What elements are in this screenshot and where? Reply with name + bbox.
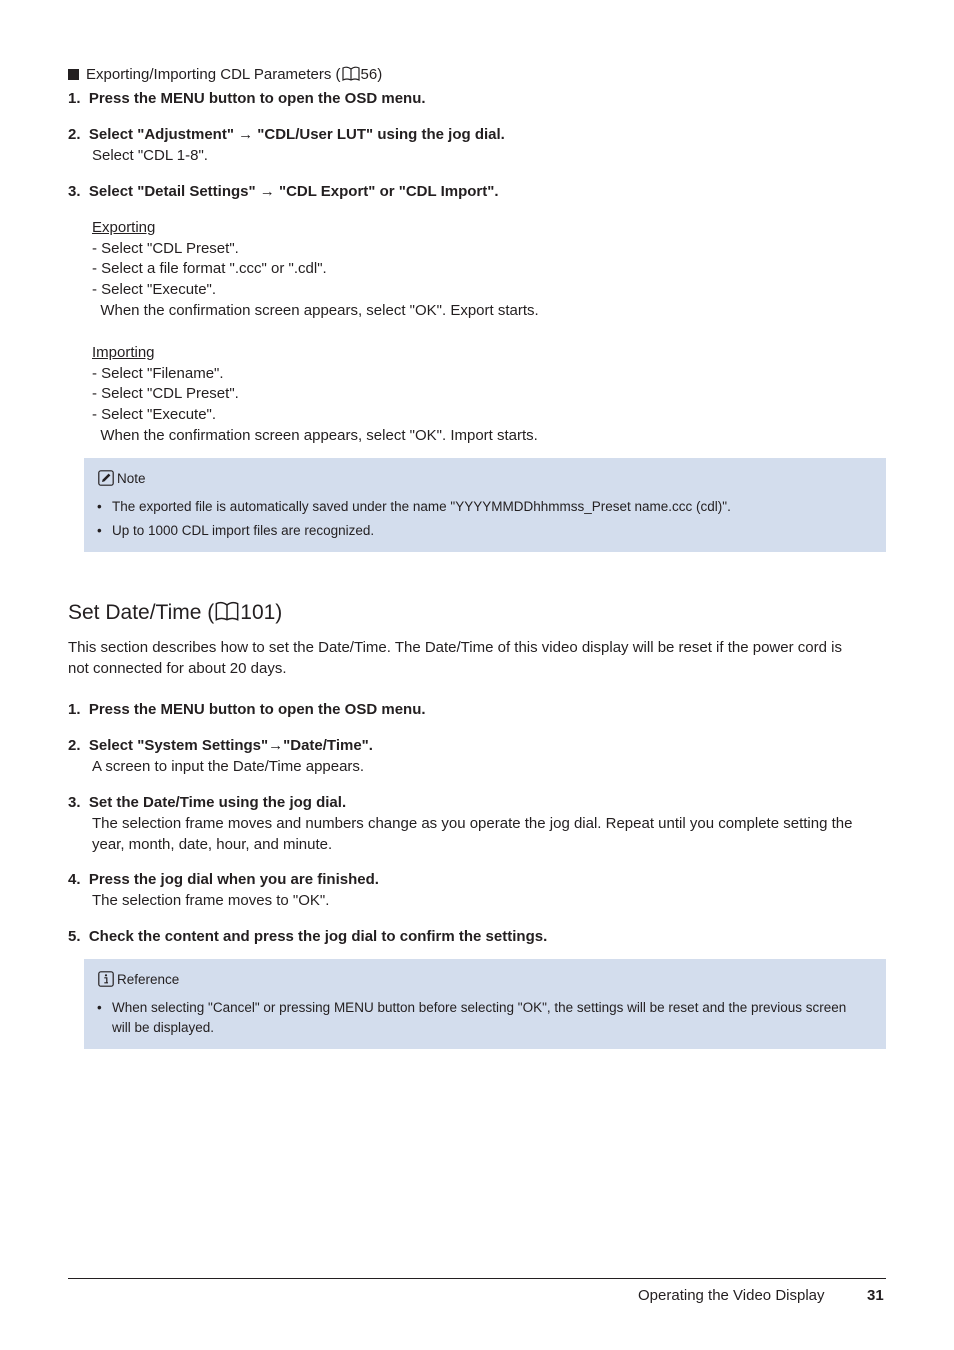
section-heading-ref: 56) bbox=[360, 66, 383, 83]
exporting-line: - Select "Execute". bbox=[92, 281, 217, 298]
step-2: 2. Select "Adjustment" → "CDL/User LUT" using the jog dial. bbox=[68, 126, 505, 143]
footer-divider bbox=[68, 1278, 886, 1279]
reference-header bbox=[98, 970, 179, 993]
section-title-text: Set Date/Time ( bbox=[68, 601, 215, 624]
step-4: 4. Press the jog dial when you are finished. bbox=[68, 871, 379, 888]
step-3: 3. Select "Detail Settings" → "CDL Export" or "CDL Import". bbox=[68, 183, 499, 200]
exporting-line: When the confirmation screen appears, select "OK". Export starts. bbox=[92, 302, 539, 319]
note-pencil-icon bbox=[98, 470, 114, 492]
note-bullet: • bbox=[97, 499, 102, 514]
importing-line: When the confirmation screen appears, select "OK". Import starts. bbox=[92, 427, 538, 444]
section-heading bbox=[68, 65, 382, 87]
step-3-detail: The selection frame moves and numbers change as you operate the jog dial. Repeat until you complete setting the bbox=[92, 815, 853, 832]
note-item: Up to 1000 CDL import files are recognized. bbox=[112, 523, 375, 538]
reference-box bbox=[84, 959, 886, 1049]
step-2-detail: A screen to input the Date/Time appears. bbox=[92, 758, 365, 775]
note-box bbox=[84, 458, 886, 552]
intro-text: not connected for about 20 days. bbox=[68, 660, 287, 677]
reference-info-icon bbox=[98, 971, 114, 993]
reference-label: Reference bbox=[117, 972, 180, 987]
importing-line: - Select "Execute". bbox=[92, 406, 217, 423]
note-bullet: • bbox=[97, 523, 102, 538]
step-5: 5. Check the content and press the jog dial to confirm the settings. bbox=[68, 928, 548, 945]
exporting-line: - Select "CDL Preset". bbox=[92, 240, 239, 257]
importing-line: - Select "Filename". bbox=[92, 365, 224, 382]
exporting-title: Exporting bbox=[92, 219, 156, 236]
step-1: 1. Press the MENU button to open the OSD menu. bbox=[68, 701, 426, 718]
step-3-detail: year, month, date, hour, and minute. bbox=[92, 836, 333, 853]
square-bullet-icon bbox=[68, 69, 79, 80]
page-number: 31 bbox=[867, 1287, 884, 1304]
importing-title: Importing bbox=[92, 344, 155, 361]
section-heading-text: Exporting/Importing CDL Parameters ( bbox=[86, 66, 341, 83]
section-title-ref: 101) bbox=[240, 601, 283, 624]
step-3: 3. Set the Date/Time using the jog dial. bbox=[68, 794, 347, 811]
reference-bullet: • bbox=[97, 1000, 102, 1015]
intro-text: This section describes how to set the Date/Time. The Date/Time of this video display will be reset if the power cord is bbox=[68, 639, 842, 656]
step-1: 1. Press the MENU button to open the OSD menu. bbox=[68, 90, 426, 107]
footer-section-name: Operating the Video Display bbox=[638, 1287, 825, 1304]
step-2: 2. Select "System Settings"→"Date/Time". bbox=[68, 737, 373, 754]
page-section-title bbox=[68, 600, 282, 628]
step-4-detail: The selection frame moves to "OK". bbox=[92, 892, 330, 909]
step-2-detail: Select "CDL 1-8". bbox=[92, 147, 208, 164]
reference-item: will be displayed. bbox=[112, 1020, 215, 1035]
importing-line: - Select "CDL Preset". bbox=[92, 385, 239, 402]
note-header bbox=[98, 469, 146, 492]
note-label: Note bbox=[117, 471, 146, 486]
book-reference-icon bbox=[215, 601, 239, 628]
note-item: The exported file is automatically saved under the name "YYYYMMDDhhmmss_Preset name.ccc (cdl)". bbox=[112, 499, 731, 514]
reference-item: When selecting "Cancel" or pressing MENU button before selecting "OK", the settings will be reset and the previous screen bbox=[112, 1000, 847, 1015]
exporting-line: - Select a file format ".ccc" or ".cdl". bbox=[92, 260, 327, 277]
book-reference-icon bbox=[342, 66, 360, 87]
